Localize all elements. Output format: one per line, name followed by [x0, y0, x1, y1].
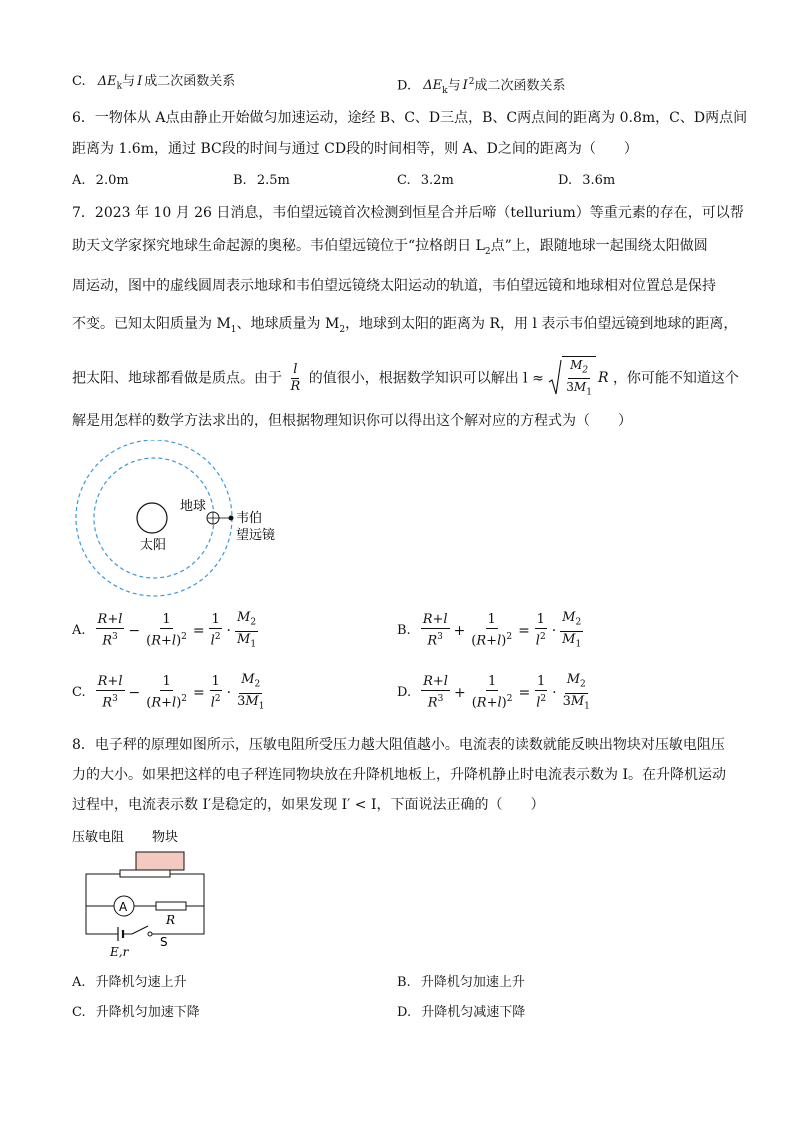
q6-option-c[interactable]: C. 3.2m	[397, 173, 454, 188]
q6-option-a[interactable]: A. 2.0m	[72, 173, 129, 188]
q6-option-d[interactable]: D. 3.6m	[558, 173, 616, 188]
q5-option-c[interactable]: C. $\Delta E_k$与 I 成二次函数关系	[72, 74, 236, 92]
q7-option-a[interactable]: A. $\frac{R+l}{R^3}$ − $\frac{1}{(R+l)^2}$ = $\frac{1}{l^2}$ · $\frac{M_2}{M_1}$	[72, 610, 257, 650]
q8-option-c[interactable]: C. 升降机匀加速下降	[72, 1005, 200, 1020]
l-over-r-fraction: $\frac{l}{R}$	[290, 361, 301, 394]
sun-label: 太阳	[140, 538, 167, 553]
webb-label-2: 望远镜	[236, 528, 276, 543]
q7-stem-line3: 周运动，图中的虚线圆周表示地球和韦伯望远镜绕太阳运动的轨道，韦伯望远镜和地球相对位置总是保持	[72, 278, 716, 294]
q8-option-d[interactable]: D. 升降机匀减速下降	[397, 1005, 526, 1020]
earth-label: 地球	[180, 499, 207, 514]
resistor-r	[156, 902, 186, 910]
switch-label: S	[160, 935, 168, 949]
block-label: 物块	[152, 830, 179, 845]
q7-option-c[interactable]: C. $\frac{R+l}{R^3}$ − $\frac{1}{(R+l)^2}$ = $\frac{1}{l^2}$ · $\frac{M_2}{3M_1}$	[72, 672, 265, 712]
q6-option-b[interactable]: B. 2.5m	[233, 173, 290, 188]
orbit-diagram	[74, 440, 294, 600]
q8-stem-line3: 过程中，电流表示数 I′是稳定的，如果发现 I′ < I，下面说法正确的（ ）	[72, 797, 545, 813]
q8-option-b[interactable]: B. 升降机匀加速上升	[397, 975, 525, 990]
q7-stem-line4: 不变。已知太阳质量为 $M_1$、地球质量为 $M_2$，地球到太阳的距离为 R，用 l 表示韦伯望远镜到地球的距离，	[72, 316, 738, 335]
q8-option-a[interactable]: A. 升降机匀速上升	[72, 975, 187, 990]
q8-stem-line2: 力的大小。如果把这样的电子秤连同物块放在升降机地板上，升降机静止时电流表示数为 I。在升降机运动	[72, 767, 726, 783]
sqrt-expression: $\frac{M_2}{3M_1}$ R	[548, 356, 608, 401]
q5-option-d[interactable]: D. $\Delta E_k$与 $I^2$成二次函数关系	[397, 77, 566, 96]
webb-telescope	[229, 516, 234, 521]
er-label: E,r	[110, 945, 129, 959]
q7-stem-line1: 7．2023 年 10 月 26 日消息，韦伯望远镜首次检测到恒星合并后啼（tellurium）等重元素的存在，可以帮	[72, 205, 744, 221]
block	[136, 852, 184, 870]
webb-label-1: 韦伯	[236, 511, 263, 526]
pressure-resistor	[120, 870, 170, 877]
q8-stem-line1: 8．电子秤的原理如图所示，压敏电阻所受压力越大阻值越小。电流表的读数就能反映出物块对压敏电阻压	[72, 737, 725, 753]
q6-stem-line1: 6．一物体从 A点由静止开始做匀加速运动，途经 B、C、D三点，B、C两点间的距离为 0.8m，C、D两点间	[72, 110, 748, 126]
q7-option-d[interactable]: D. $\frac{R+l}{R^3}$ + $\frac{1}{(R+l)^2}$ = $\frac{1}{l^2}$ · $\frac{M_2}{3M_1}$	[397, 672, 590, 712]
q7-option-b[interactable]: B. $\frac{R+l}{R^3}$ + $\frac{1}{(R+l)^2}$ = $\frac{1}{l^2}$ · $\frac{M_2}{M_1}$	[397, 610, 582, 650]
scale-circuit-diagram	[70, 824, 220, 960]
q7-stem-line5: 把太阳、地球都看做是质点。由于 $\frac{l}{R}$ 的值很小，根据数学知识可以解出 l ≈ $\frac{M_2}{3M_1}$ R ，你可能不知道这个	[72, 356, 739, 396]
q7-stem-line2: 助天文学家探究地球生命起源的奥秘。韦伯望远镜位于“拉格朗日 $L_2$点”上，跟随地球一起围绕太阳做圆	[72, 238, 708, 257]
resistor-label: 压敏电阻	[72, 830, 125, 845]
r-label: R	[166, 913, 176, 927]
svg-text:A: A	[119, 900, 128, 914]
sun	[137, 503, 167, 533]
q7-stem-line6: 解是用怎样的数学方法求出的，但根据物理知识你可以得出这个解对应的方程式为（ ）	[72, 413, 632, 429]
q6-stem-line2: 距离为 1.6m，通过 BC段的时间与通过 CD段的时间相等，则 A、D之间的距离为（ ）	[72, 141, 638, 157]
